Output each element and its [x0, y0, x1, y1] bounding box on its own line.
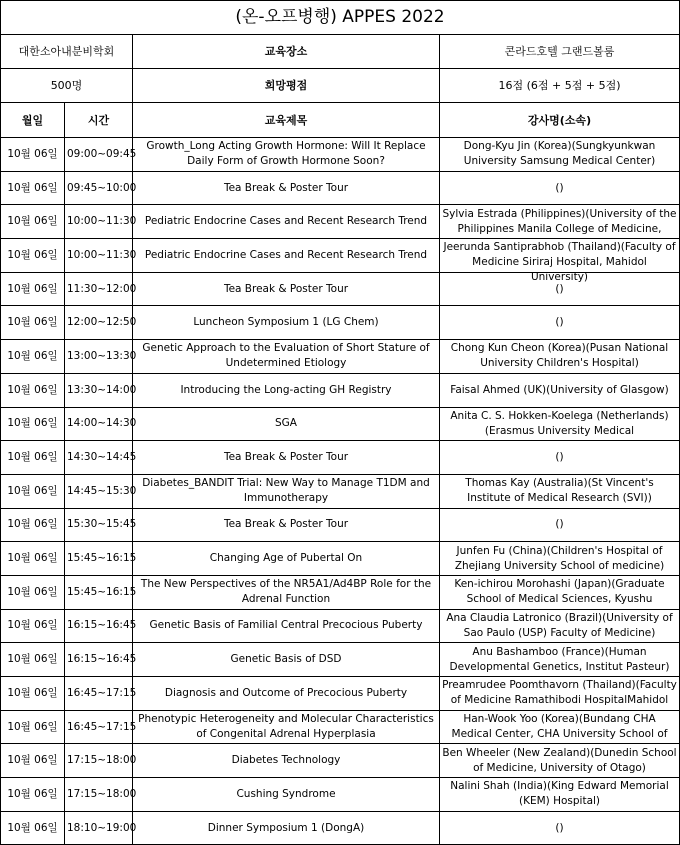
row-title: Growth_Long Acting Growth Hormone: Will It Replace Daily Form of Growth Hormone Soon?	[146, 140, 426, 168]
table-row	[1, 306, 680, 340]
row-time: 15:45~16:15	[65, 575, 133, 609]
row-time: 17:15~18:00	[65, 744, 133, 778]
capacity: 500명	[1, 69, 133, 103]
row-date: 10월 06일	[1, 340, 65, 374]
table-row	[1, 508, 680, 542]
row-time: 09:45~10:00	[65, 171, 133, 205]
row-time: 10:00~11:30	[65, 239, 133, 273]
table-row	[1, 205, 680, 239]
table-row	[1, 710, 680, 744]
table-row	[1, 643, 680, 677]
row-title: Phenotypic Heterogeneity and Molecular Characteristics of Congenital Adrenal Hyperplasia	[138, 713, 434, 741]
row-speaker: ()	[555, 821, 564, 834]
row-title: SGA	[275, 417, 297, 430]
row-speaker: Chong Kun Cheon (Korea)(Pusan National University Children's Hospital)	[450, 342, 669, 370]
venue-label: 교육장소	[133, 35, 440, 69]
row-time: 16:45~17:15	[65, 710, 133, 744]
row-speaker: ()	[555, 316, 564, 329]
row-date: 10월 06일	[1, 508, 65, 542]
row-date: 10월 06일	[1, 778, 65, 812]
table-row	[1, 340, 680, 374]
organizer: 대한소아내분비학회	[1, 35, 133, 69]
row-time: 16:15~16:45	[65, 609, 133, 643]
table-row	[1, 474, 680, 508]
row-title: Changing Age of Pubertal On	[209, 552, 363, 565]
points-label: 희망평점	[133, 69, 440, 103]
table-row	[1, 542, 680, 576]
row-speaker: Ana Claudia Latronico (Brazil)(University of Sao Paulo (USP) Faculty of Medicine)	[446, 611, 673, 639]
row-title: Tea Break & Poster Tour	[223, 518, 349, 531]
row-time: 16:15~16:45	[65, 643, 133, 677]
table-row	[1, 171, 680, 205]
row-title: Diabetes Technology	[231, 754, 341, 767]
page-title: (온-오프병행) APPES 2022	[1, 1, 680, 35]
row-time: 15:45~16:15	[65, 542, 133, 576]
row-date: 10월 06일	[1, 677, 65, 711]
table-row	[1, 609, 680, 643]
row-date: 10월 06일	[1, 171, 65, 205]
row-time: 15:30~15:45	[65, 508, 133, 542]
table-row	[1, 239, 680, 273]
row-date: 10월 06일	[1, 239, 65, 273]
row-time: 13:30~14:00	[65, 373, 133, 407]
row-date: 10월 06일	[1, 710, 65, 744]
table-row	[1, 373, 680, 407]
row-time: 17:15~18:00	[65, 778, 133, 812]
table-row	[1, 575, 680, 609]
row-speaker: Anita C. S. Hokken-Koelega (Netherlands)(Erasmus University Medical	[450, 409, 669, 437]
row-time: 13:00~13:30	[65, 340, 133, 374]
row-date: 10월 06일	[1, 138, 65, 172]
row-title: The New Perspectives of the NR5A1/Ad4BP Role for the Adrenal Function	[140, 578, 432, 606]
row-title: Pediatric Endocrine Cases and Recent Research Trend	[144, 215, 428, 228]
column-header-time: 시간	[65, 103, 133, 138]
row-speaker: Ben Wheeler (New Zealand)(Dunedin School of Medicine, University of Otago)	[442, 746, 677, 774]
row-time: 09:00~09:45	[65, 138, 133, 172]
column-header-speaker: 강사명(소속)	[440, 103, 680, 138]
row-date: 10월 06일	[1, 744, 65, 778]
row-title: Introducing the Long-acting GH Registry	[180, 383, 392, 396]
row-speaker: Faisal Ahmed (UK)(University of Glasgow)	[450, 383, 669, 396]
column-header-date: 월일	[1, 103, 65, 138]
row-time: 14:30~14:45	[65, 441, 133, 475]
row-date: 10월 06일	[1, 575, 65, 609]
row-date: 10월 06일	[1, 542, 65, 576]
row-date: 10월 06일	[1, 811, 65, 845]
row-title: Genetic Basis of Familial Central Precocious Puberty	[149, 619, 423, 632]
column-header-title: 교육제목	[133, 103, 440, 138]
points-value: 16점 (6점 + 5점 + 5점)	[440, 69, 680, 103]
row-speaker: Junfen Fu (China)(Children's Hospital of Zhejiang University School of medicine)	[454, 544, 665, 572]
row-title: Genetic Basis of DSD	[230, 653, 342, 666]
row-title: Pediatric Endocrine Cases and Recent Research Trend	[144, 248, 428, 261]
row-title: Tea Break & Poster Tour	[223, 282, 349, 295]
row-time: 14:45~15:30	[65, 474, 133, 508]
row-title: Cushing Syndrome	[236, 787, 336, 800]
row-speaker: ()	[555, 282, 564, 295]
row-date: 10월 06일	[1, 474, 65, 508]
row-speaker: Ken-ichirou Morohashi (Japan)(Graduate School of Medical Sciences, Kyushu	[454, 578, 665, 606]
row-speaker: Thomas Kay (Australia)(St Vincent's Institute of Medical Research (SVI))	[465, 477, 654, 505]
row-time: 10:00~11:30	[65, 205, 133, 239]
row-speaker: Dong-Kyu Jin (Korea)(Sungkyunkwan University Samsung Medical Center)	[463, 140, 656, 168]
row-speaker: Sylvia Estrada (Philippines)(University of the Philippines Manila College of Medicine,	[442, 207, 677, 235]
row-date: 10월 06일	[1, 306, 65, 340]
table-row	[1, 811, 680, 845]
row-time: 18:10~19:00	[65, 811, 133, 845]
row-date: 10월 06일	[1, 272, 65, 306]
row-date: 10월 06일	[1, 407, 65, 441]
table-row	[1, 441, 680, 475]
row-date: 10월 06일	[1, 373, 65, 407]
schedule-body	[1, 138, 680, 845]
row-title: Dinner Symposium 1 (DongA)	[207, 821, 365, 834]
row-speaker: Nalini Shah (India)(King Edward Memorial (KEM) Hospital)	[450, 780, 669, 808]
table-row	[1, 677, 680, 711]
row-date: 10월 06일	[1, 441, 65, 475]
table-row	[1, 744, 680, 778]
table-row	[1, 138, 680, 172]
row-title: Diabetes_BANDIT Trial: New Way to Manage T1DM and Immunotherapy	[142, 477, 430, 505]
row-speaker: Han-Wook Yoo (Korea)(Bundang CHA Medical Center, CHA University School of	[451, 713, 668, 741]
row-speaker: Anu Bashamboo (France)(Human Developmental Genetics, Institut Pasteur)	[449, 645, 670, 673]
row-date: 10월 06일	[1, 643, 65, 677]
row-title: Genetic Approach to the Evaluation of Short Stature of Undetermined Etiology	[142, 342, 430, 370]
row-time: 16:45~17:15	[65, 677, 133, 711]
row-speaker: Jeerunda Santiprabhob (Thailand)(Faculty of Medicine Siriraj Hospital, Mahidol University)	[443, 241, 676, 284]
venue-value: 콘라드호텔 그랜드볼룸	[440, 35, 680, 69]
table-row	[1, 407, 680, 441]
row-title: Diagnosis and Outcome of Precocious Puberty	[164, 686, 408, 699]
table-row	[1, 778, 680, 812]
row-time: 12:00~12:50	[65, 306, 133, 340]
row-date: 10월 06일	[1, 205, 65, 239]
row-speaker: ()	[555, 451, 564, 464]
row-time: 11:30~12:00	[65, 272, 133, 306]
row-title: Luncheon Symposium 1 (LG Chem)	[193, 316, 379, 329]
row-speaker: ()	[555, 181, 564, 194]
row-title: Tea Break & Poster Tour	[223, 451, 349, 464]
row-date: 10월 06일	[1, 609, 65, 643]
row-time: 14:00~14:30	[65, 407, 133, 441]
row-speaker: ()	[555, 518, 564, 531]
row-title: Tea Break & Poster Tour	[223, 181, 349, 194]
row-speaker: Preamrudee Poomthavorn (Thailand)(Faculty of Medicine Ramathibodi HospitalMahidol	[442, 679, 677, 707]
